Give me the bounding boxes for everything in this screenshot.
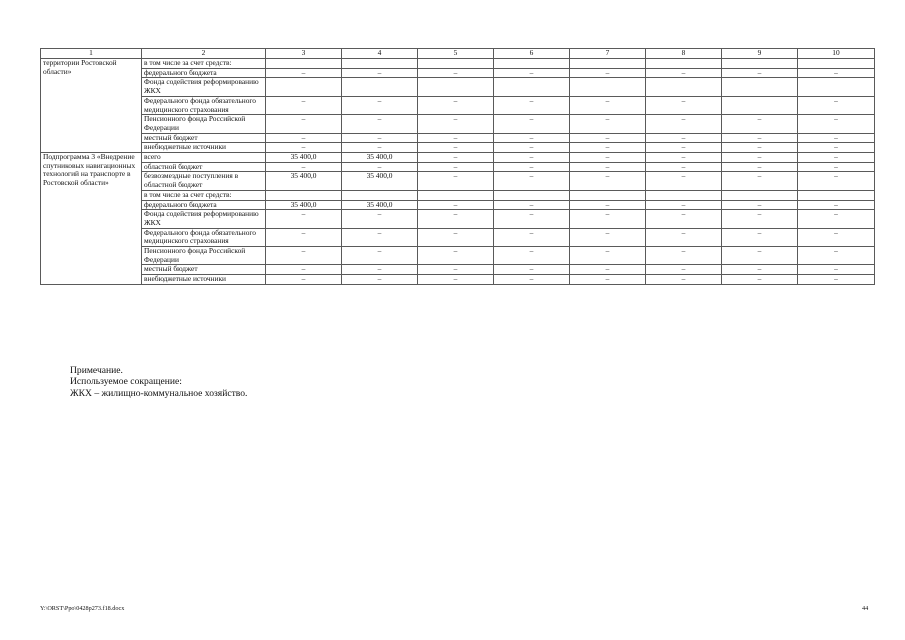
amount-cell: – [418, 200, 494, 210]
amount-cell: – [266, 143, 342, 153]
amount-cell: – [342, 96, 418, 114]
amount-cell: – [570, 162, 646, 172]
amount-cell: – [266, 210, 342, 228]
amount-cell: – [722, 153, 798, 163]
amount-cell: – [798, 153, 875, 163]
funding-source-cell: Фонда содействия реформированию ЖКХ [142, 78, 266, 96]
notes-section [70, 365, 247, 399]
amount-cell: – [798, 210, 875, 228]
table-row [41, 143, 875, 153]
table-row [41, 115, 875, 133]
amount-cell: – [494, 275, 570, 285]
amount-cell: – [646, 247, 722, 265]
amount-cell: – [722, 210, 798, 228]
amount-cell: – [494, 265, 570, 275]
amount-cell: – [798, 247, 875, 265]
column-header: 1 [41, 49, 142, 59]
table-row [41, 228, 875, 246]
amount-cell: – [798, 143, 875, 153]
funding-source-cell: в том числе за счет средств: [142, 190, 266, 200]
column-header: 6 [494, 49, 570, 59]
amount-cell: – [646, 143, 722, 153]
note-abbreviation-definition: ЖКХ – жилищно-коммунальное хозяйство. [70, 387, 248, 399]
table-row [41, 59, 875, 69]
amount-cell [266, 78, 342, 96]
amount-cell: – [342, 247, 418, 265]
amount-cell: – [494, 115, 570, 133]
funding-source-cell: местный бюджет [142, 133, 266, 143]
amount-cell [722, 59, 798, 69]
amount-cell: – [418, 68, 494, 78]
amount-cell: – [646, 153, 722, 163]
amount-cell: – [418, 275, 494, 285]
amount-cell: – [342, 275, 418, 285]
amount-cell [570, 78, 646, 96]
amount-cell: – [494, 133, 570, 143]
amount-cell: – [646, 228, 722, 246]
amount-cell: – [570, 133, 646, 143]
table-row [41, 153, 875, 163]
budget-table [40, 48, 875, 285]
amount-cell: – [570, 143, 646, 153]
funding-source-cell: Пенсионного фонда Российской Федерации [142, 247, 266, 265]
amount-cell: – [494, 96, 570, 114]
amount-cell: – [722, 68, 798, 78]
column-header: 8 [646, 49, 722, 59]
amount-cell: – [342, 228, 418, 246]
amount-cell: – [342, 210, 418, 228]
amount-cell: – [342, 162, 418, 172]
funding-source-cell: федерального бюджета [142, 68, 266, 78]
funding-source-cell: внебюджетные источники [142, 143, 266, 153]
amount-cell: – [798, 265, 875, 275]
amount-cell: – [342, 68, 418, 78]
amount-cell: – [646, 133, 722, 143]
amount-cell: – [266, 265, 342, 275]
amount-cell: – [418, 210, 494, 228]
amount-cell: – [646, 96, 722, 114]
amount-cell: – [646, 265, 722, 275]
program-name-cell: территории Ростовской области» [41, 59, 142, 153]
amount-cell [798, 59, 875, 69]
amount-cell: – [494, 143, 570, 153]
amount-cell [646, 78, 722, 96]
amount-cell: – [570, 247, 646, 265]
amount-cell: – [418, 172, 494, 190]
table-row [41, 172, 875, 190]
amount-cell: – [646, 162, 722, 172]
amount-cell: – [494, 153, 570, 163]
column-header: 4 [342, 49, 418, 59]
amount-cell [266, 190, 342, 200]
amount-cell: – [494, 162, 570, 172]
amount-cell: – [722, 172, 798, 190]
funding-source-cell: всего [142, 153, 266, 163]
note-abbreviation-heading: Используемое сокращение: [70, 376, 182, 388]
amount-cell: – [722, 228, 798, 246]
amount-cell: – [798, 172, 875, 190]
amount-cell: – [266, 115, 342, 133]
column-header: 2 [142, 49, 266, 59]
amount-cell: – [798, 115, 875, 133]
amount-cell [570, 59, 646, 69]
amount-cell: – [266, 275, 342, 285]
amount-cell: – [646, 172, 722, 190]
amount-cell [342, 59, 418, 69]
table-row [41, 247, 875, 265]
amount-cell: – [722, 133, 798, 143]
amount-cell: – [342, 265, 418, 275]
amount-cell: – [494, 200, 570, 210]
table-row [41, 275, 875, 285]
note-title: Примечание. [70, 365, 123, 376]
amount-cell: – [646, 210, 722, 228]
amount-cell [722, 78, 798, 96]
table-row [41, 190, 875, 200]
amount-cell [494, 59, 570, 69]
amount-cell: – [722, 265, 798, 275]
amount-cell: 35 400,0 [342, 200, 418, 210]
amount-cell [342, 190, 418, 200]
amount-cell: – [342, 133, 418, 143]
amount-cell: – [798, 96, 875, 114]
amount-cell: – [646, 275, 722, 285]
amount-cell: – [722, 247, 798, 265]
amount-cell: – [722, 162, 798, 172]
footer-file-path: Y:\ORST\Ppo\0428p273.f18.docx [40, 605, 125, 612]
amount-cell: 35 400,0 [266, 153, 342, 163]
table-header-row [41, 49, 875, 59]
amount-cell: – [798, 200, 875, 210]
amount-cell [494, 78, 570, 96]
amount-cell: – [646, 68, 722, 78]
amount-cell: – [570, 172, 646, 190]
amount-cell: – [798, 68, 875, 78]
funding-source-cell: в том числе за счет средств: [142, 59, 266, 69]
amount-cell: – [418, 133, 494, 143]
amount-cell: – [342, 143, 418, 153]
funding-source-cell: Федерального фонда обязательного медицинского страхования [142, 96, 266, 114]
amount-cell: – [570, 275, 646, 285]
amount-cell [570, 190, 646, 200]
amount-cell: – [798, 228, 875, 246]
amount-cell [798, 190, 875, 200]
amount-cell: – [266, 247, 342, 265]
amount-cell: – [570, 228, 646, 246]
amount-cell: – [570, 210, 646, 228]
amount-cell: – [342, 115, 418, 133]
page-number: 44 [862, 605, 869, 612]
program-name-cell: Подпрограмма 3 «Внедрение спутниковых навигационных технологий на транспорте в Ростовской области» [41, 153, 142, 285]
table-row [41, 210, 875, 228]
amount-cell [646, 190, 722, 200]
table-row [41, 200, 875, 210]
amount-cell [266, 59, 342, 69]
table-row [41, 265, 875, 275]
amount-cell: – [570, 200, 646, 210]
amount-cell: – [570, 115, 646, 133]
amount-cell: – [418, 265, 494, 275]
amount-cell [418, 59, 494, 69]
amount-cell: – [570, 68, 646, 78]
amount-cell: – [418, 143, 494, 153]
amount-cell: – [494, 228, 570, 246]
amount-cell: – [494, 68, 570, 78]
amount-cell [722, 190, 798, 200]
funding-source-cell: Пенсионного фонда Российской Федерации [142, 115, 266, 133]
column-header: 10 [798, 49, 875, 59]
table-row [41, 68, 875, 78]
amount-cell: – [570, 265, 646, 275]
amount-cell: – [418, 96, 494, 114]
amount-cell: – [266, 133, 342, 143]
amount-cell: – [266, 228, 342, 246]
amount-cell: – [418, 247, 494, 265]
table-row [41, 78, 875, 96]
amount-cell [646, 59, 722, 69]
amount-cell: – [798, 275, 875, 285]
amount-cell: – [418, 228, 494, 246]
table-row [41, 133, 875, 143]
funding-source-cell: областной бюджет [142, 162, 266, 172]
amount-cell: – [722, 115, 798, 133]
amount-cell: – [418, 162, 494, 172]
funding-source-cell: внебюджетные источники [142, 275, 266, 285]
amount-cell: – [646, 115, 722, 133]
amount-cell [418, 190, 494, 200]
amount-cell: – [798, 162, 875, 172]
amount-cell: – [570, 96, 646, 114]
amount-cell: – [798, 133, 875, 143]
funding-source-cell: Федерального фонда обязательного медицинского страхования [142, 228, 266, 246]
amount-cell: – [646, 200, 722, 210]
funding-source-cell: безвозмездные поступления в областной бюджет [142, 172, 266, 190]
amount-cell: – [494, 172, 570, 190]
table-row [41, 96, 875, 114]
amount-cell: 35 400,0 [342, 172, 418, 190]
column-header: 7 [570, 49, 646, 59]
amount-cell: 35 400,0 [342, 153, 418, 163]
amount-cell: – [494, 247, 570, 265]
amount-cell: – [494, 210, 570, 228]
column-header: 5 [418, 49, 494, 59]
table-body [41, 59, 875, 285]
amount-cell [722, 96, 798, 114]
amount-cell [798, 78, 875, 96]
amount-cell: – [418, 115, 494, 133]
amount-cell [494, 190, 570, 200]
amount-cell: – [266, 162, 342, 172]
amount-cell: 35 400,0 [266, 200, 342, 210]
table-row [41, 162, 875, 172]
amount-cell: – [266, 68, 342, 78]
amount-cell: – [418, 153, 494, 163]
funding-source-cell: Фонда содействия реформированию ЖКХ [142, 210, 266, 228]
amount-cell: 35 400,0 [266, 172, 342, 190]
funding-source-cell: федерального бюджета [142, 200, 266, 210]
amount-cell [342, 78, 418, 96]
amount-cell: – [570, 153, 646, 163]
amount-cell: – [266, 96, 342, 114]
funding-source-cell: местный бюджет [142, 265, 266, 275]
amount-cell: – [722, 200, 798, 210]
amount-cell [418, 78, 494, 96]
column-header: 3 [266, 49, 342, 59]
amount-cell: – [722, 143, 798, 153]
amount-cell: – [722, 275, 798, 285]
column-header: 9 [722, 49, 798, 59]
